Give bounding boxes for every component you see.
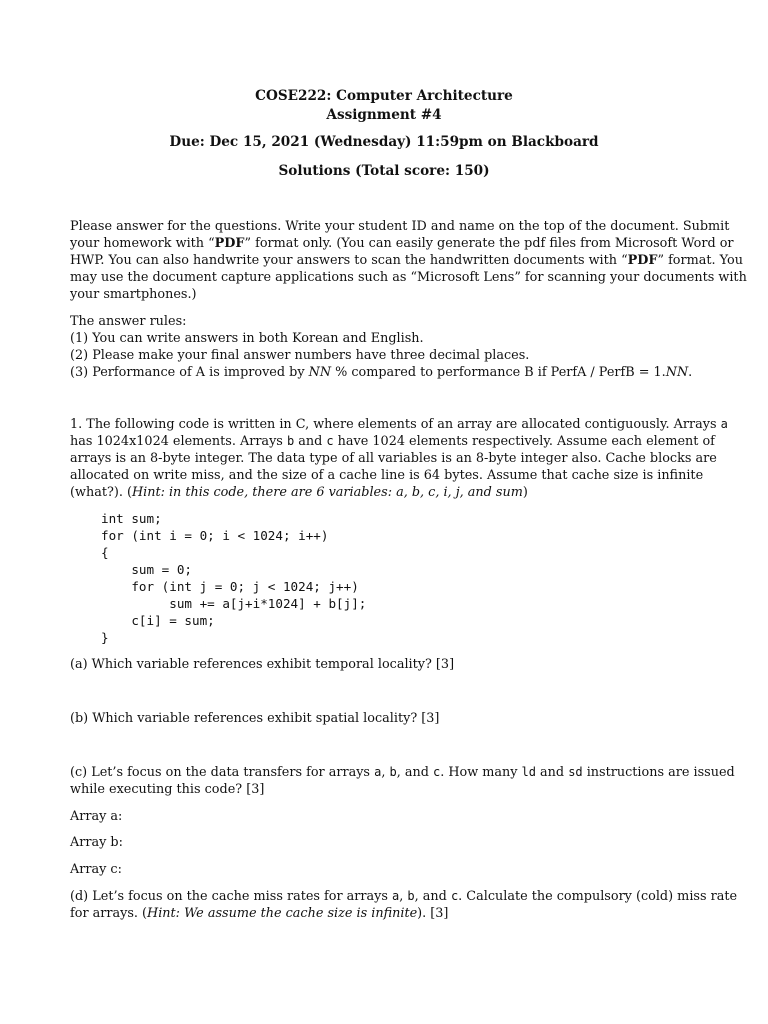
question-1-line-3: arrays is an 8-byte integer. The data type of all variables is an 8-byte integer also. Cache blocks are [70,451,717,466]
hint-text: Hint: in this code, there are 6 variables: a, b, c, i, j, and sum [131,485,523,500]
intro-line-2: your homework with “PDF” format only. (You can easily generate the pdf files from Microsoft Word or [70,236,734,251]
question-1-line-4: allocated on write miss, and the size of a cache line is 64 bytes. Assume that cache size is infinite [70,468,704,483]
question-a: (a) Which variable references exhibit temporal locality? [3] [70,657,455,672]
code-line: } [101,630,109,645]
question-c-line-1: (c) Let’s focus on the data transfers for arrays a, b, and c. How many ld and sd instructions are issued [70,765,735,780]
code-line: sum = 0; [101,562,192,577]
pdf-emphasis: PDF [214,236,245,251]
code-line: for (int j = 0; j < 1024; j++) [101,579,359,594]
pdf-emphasis: PDF [627,253,658,268]
solutions-title: Solutions (Total score: 150) [278,163,490,179]
rule-2: (2) Please make your final answer numbers have three decimal places. [70,348,530,363]
intro-line-3: HWP. You can also handwrite your answers to scan the handwritten documents with “PDF” format. You [70,253,743,268]
hint-text: Hint: We assume the cache size is infinite [147,906,418,921]
question-1-line-1: 1. The following code is written in C, where elements of an array are allocated contiguously. Arrays a [70,417,728,432]
rule-3: (3) Performance of A is improved by NN % compared to performance B if PerfA / PerfB = 1.NN. [70,365,693,380]
question-1-line-2: has 1024x1024 elements. Arrays b and c have 1024 elements respectively. Assume each element of [70,434,715,449]
question-d-line-2: for arrays. (Hint: We assume the cache size is infinite). [3] [70,906,449,921]
course-title: COSE222: Computer Architecture [255,88,513,104]
intro-line-5: your smartphones.) [70,287,197,302]
answer-array-c: Array c: [70,862,122,877]
rules-title: The answer rules: [70,314,187,329]
code-line: for (int i = 0; i < 1024; i++) [101,528,329,543]
question-d-line-1: (d) Let’s focus on the cache miss rates for arrays a, b, and c. Calculate the compulsory (cold) miss rate [70,889,738,904]
code-line: { [101,545,109,560]
question-c-line-2: while executing this code? [3] [70,782,265,797]
rule-1: (1) You can write answers in both Korean and English. [70,331,424,346]
answer-array-b: Array b: [70,835,123,850]
code-line: int sum; [101,511,162,526]
code-line: c[i] = sum; [101,613,215,628]
code-line: sum += a[j+i*1024] + b[j]; [101,596,367,611]
assignment-title: Assignment #4 [326,107,442,123]
intro-line-4: may use the document capture applications such as “Microsoft Lens” for scanning your documents with [70,270,747,285]
question-1-line-5: (what?). (Hint: in this code, there are 6 variables: a, b, c, i, j, and sum) [70,485,528,500]
question-b: (b) Which variable references exhibit spatial locality? [3] [70,711,440,726]
intro-line-1: Please answer for the questions. Write your student ID and name on the top of the document. Submit [70,219,730,234]
answer-array-a: Array a: [70,809,123,824]
due-date: Due: Dec 15, 2021 (Wednesday) 11:59pm on Blackboard [169,134,599,150]
